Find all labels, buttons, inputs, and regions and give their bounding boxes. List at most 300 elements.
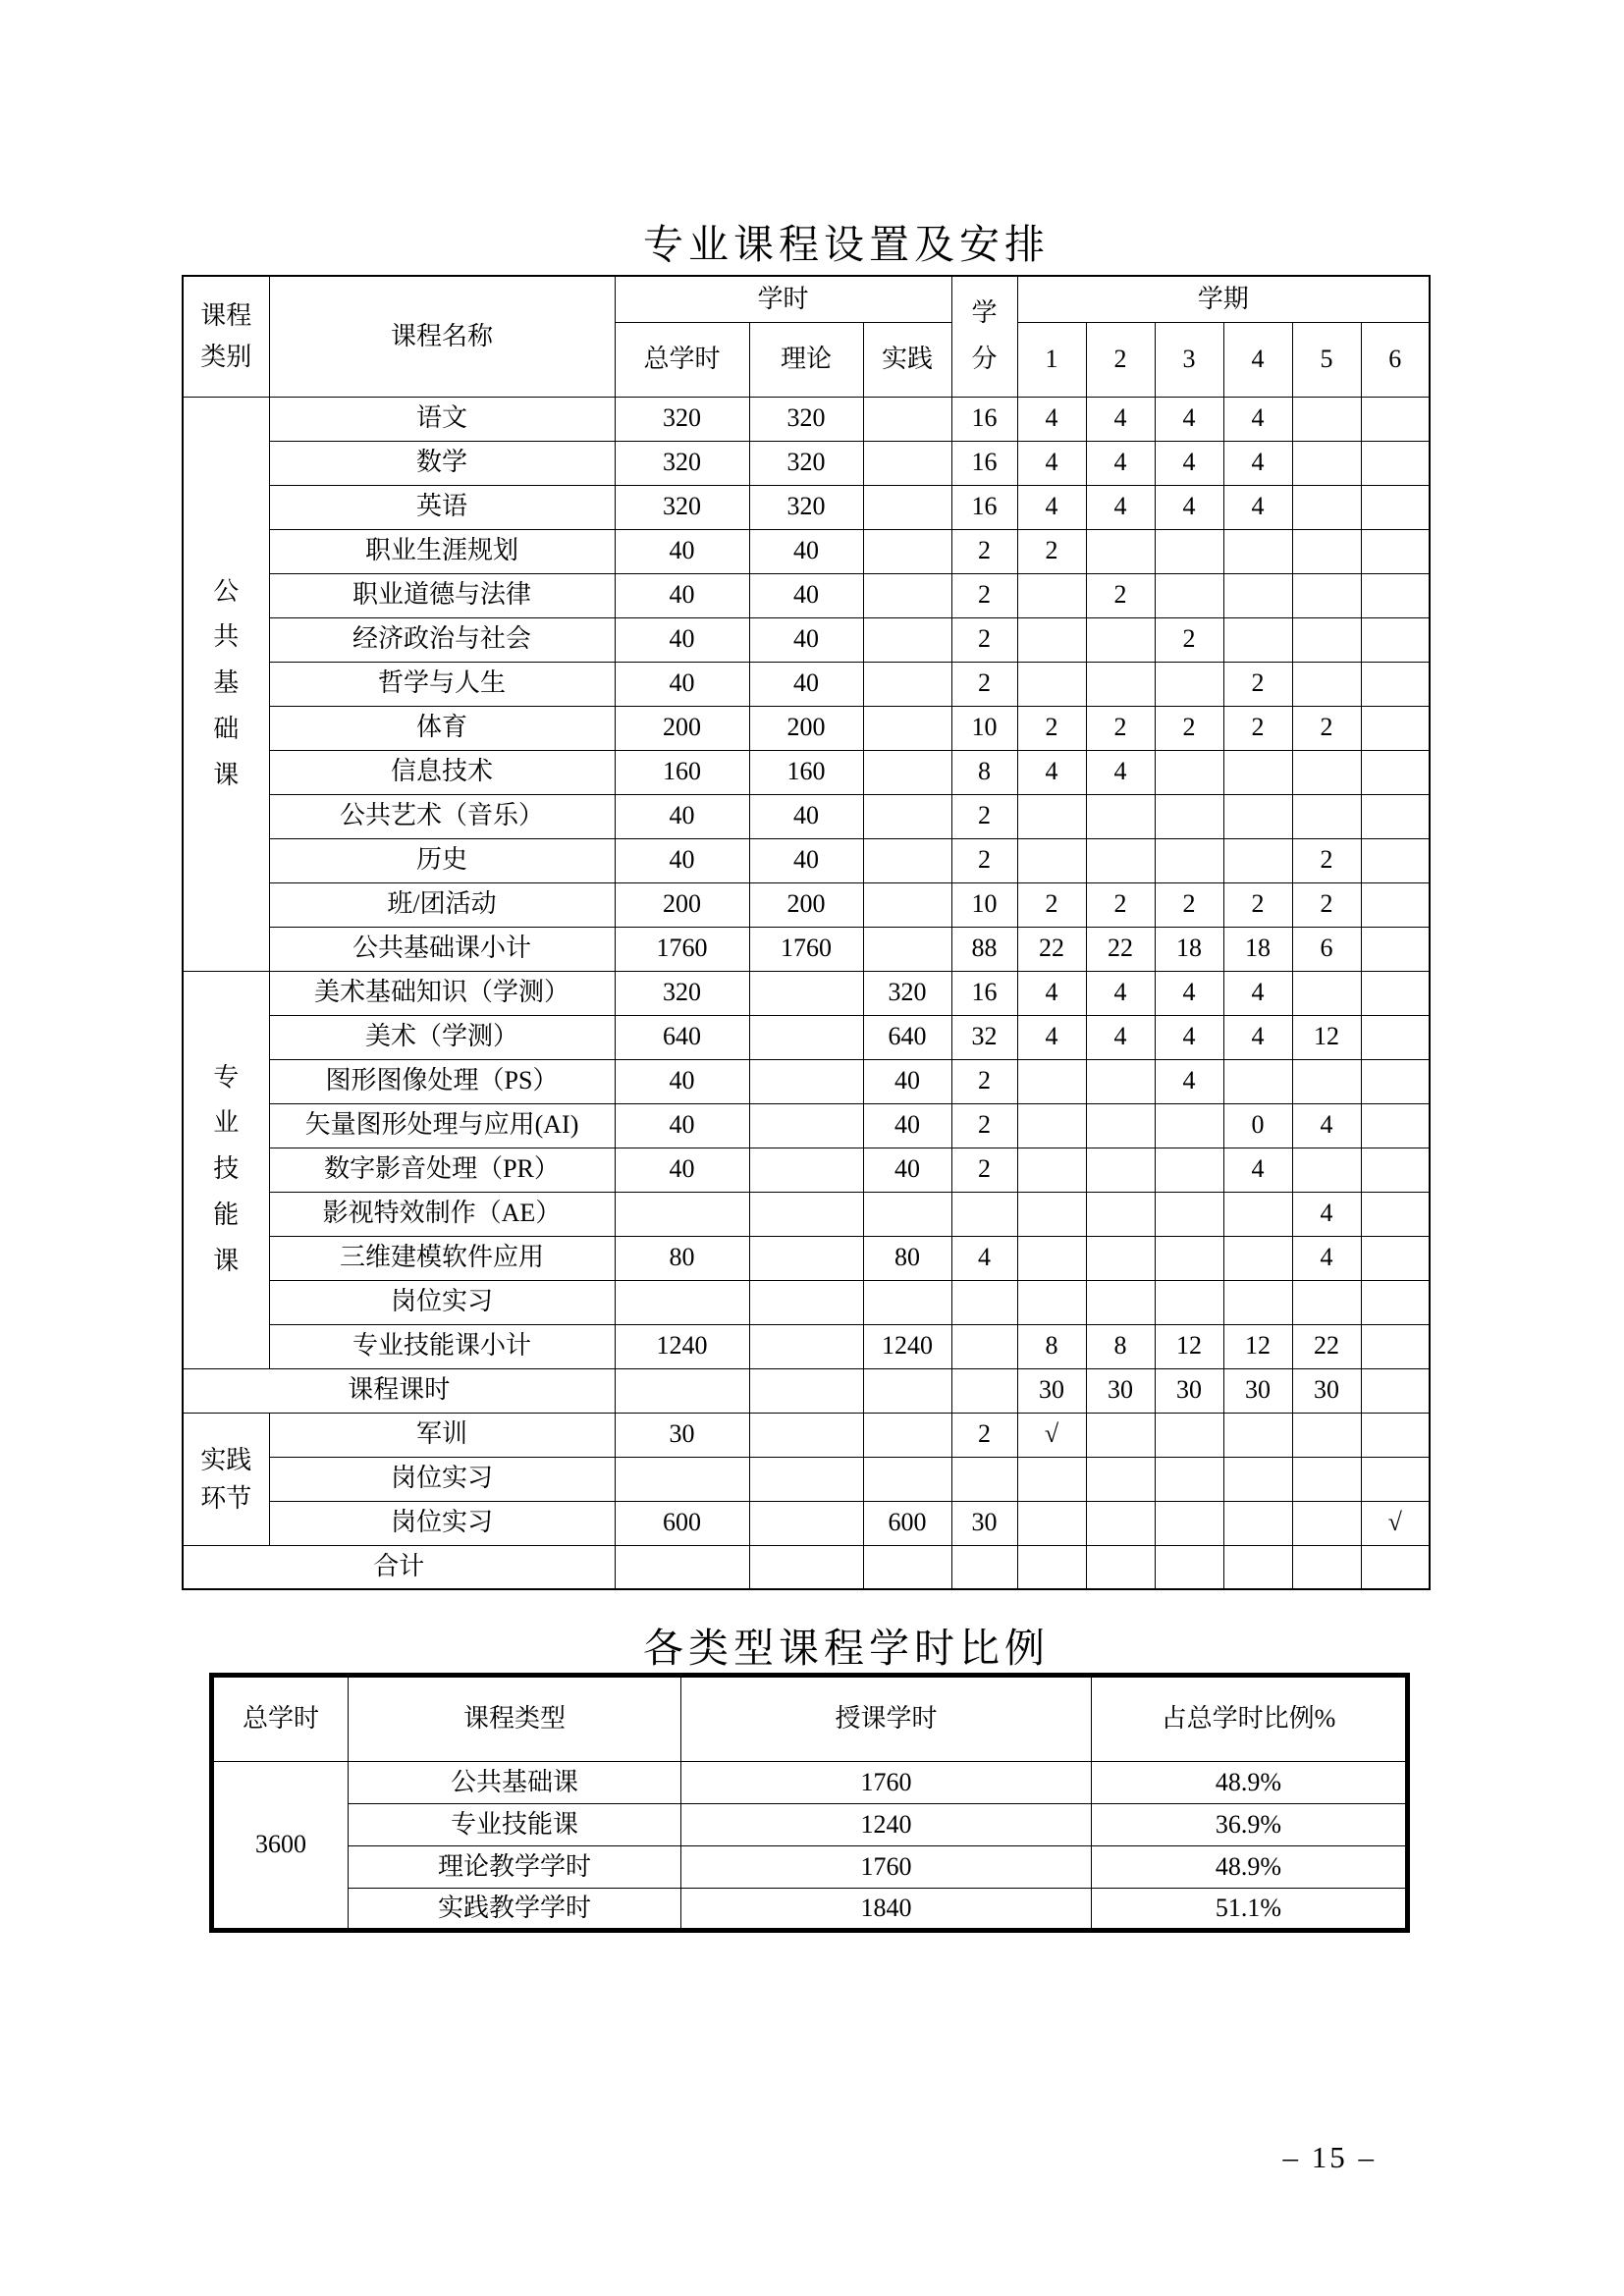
semester-5-cell bbox=[1292, 794, 1361, 838]
ratio-cell: 48.9% bbox=[1092, 1846, 1408, 1889]
semester-6-cell bbox=[1361, 1324, 1430, 1368]
semester-5-cell bbox=[1292, 1148, 1361, 1192]
semester-5-cell: 4 bbox=[1292, 1192, 1361, 1236]
credits-cell bbox=[951, 1368, 1017, 1413]
credits-cell: 32 bbox=[951, 1015, 1017, 1059]
semester-6-cell bbox=[1361, 971, 1430, 1015]
semester-2-cell bbox=[1086, 1457, 1155, 1501]
credits-cell: 2 bbox=[951, 1059, 1017, 1103]
practice-hours-cell bbox=[863, 397, 951, 441]
semester-2-cell: 4 bbox=[1086, 1015, 1155, 1059]
table-row bbox=[212, 1889, 1408, 1931]
header-practice: 实践 bbox=[863, 322, 951, 397]
semester-6-cell bbox=[1361, 485, 1430, 529]
header-semester-5: 5 bbox=[1292, 322, 1361, 397]
semester-1-cell: 22 bbox=[1017, 927, 1086, 971]
header-teaching-hours: 授课学时 bbox=[681, 1676, 1092, 1762]
semester-1-cell: 4 bbox=[1017, 750, 1086, 794]
semester-5-cell bbox=[1292, 397, 1361, 441]
semester-4-cell: 18 bbox=[1223, 927, 1292, 971]
table-row bbox=[183, 1413, 1430, 1457]
practice-hours-cell bbox=[863, 1368, 951, 1413]
semester-2-cell bbox=[1086, 1103, 1155, 1148]
header-semester-4: 4 bbox=[1223, 322, 1292, 397]
course-table-header-row-1 bbox=[183, 276, 1430, 322]
semester-3-cell bbox=[1155, 1457, 1223, 1501]
practice-hours-cell bbox=[863, 1457, 951, 1501]
semester-4-cell bbox=[1223, 529, 1292, 573]
semester-4-cell: 4 bbox=[1223, 971, 1292, 1015]
semester-4-cell bbox=[1223, 838, 1292, 882]
semester-1-cell bbox=[1017, 838, 1086, 882]
course-name-cell: 军训 bbox=[269, 1413, 615, 1457]
practice-hours-cell bbox=[863, 573, 951, 617]
semester-2-cell: 4 bbox=[1086, 750, 1155, 794]
table-row bbox=[183, 1280, 1430, 1324]
semester-3-cell: 12 bbox=[1155, 1324, 1223, 1368]
credits-cell: 16 bbox=[951, 397, 1017, 441]
total-hours-cell: 40 bbox=[615, 794, 749, 838]
header-semester-group: 学期 bbox=[1017, 276, 1430, 322]
semester-6-cell bbox=[1361, 1192, 1430, 1236]
semester-2-cell bbox=[1086, 662, 1155, 706]
semester-2-cell bbox=[1086, 1236, 1155, 1280]
semester-2-cell bbox=[1086, 1413, 1155, 1457]
credits-cell bbox=[951, 1545, 1017, 1589]
semester-3-cell bbox=[1155, 1545, 1223, 1589]
credits-cell: 16 bbox=[951, 485, 1017, 529]
theory-hours-cell: 160 bbox=[749, 750, 863, 794]
practice-hours-cell bbox=[863, 1280, 951, 1324]
semester-1-cell bbox=[1017, 617, 1086, 662]
semester-4-cell: 4 bbox=[1223, 1015, 1292, 1059]
practice-hours-cell bbox=[863, 838, 951, 882]
theory-hours-cell: 40 bbox=[749, 617, 863, 662]
semester-1-cell: 2 bbox=[1017, 706, 1086, 750]
practice-hours-cell: 40 bbox=[863, 1103, 951, 1148]
total-hours-cell: 320 bbox=[615, 441, 749, 485]
semester-2-cell: 4 bbox=[1086, 441, 1155, 485]
total-hours-cell: 320 bbox=[615, 397, 749, 441]
header-course-type: 课程类型 bbox=[349, 1676, 681, 1762]
semester-1-cell: 4 bbox=[1017, 485, 1086, 529]
semester-5-cell: 4 bbox=[1292, 1103, 1361, 1148]
semester-5-cell: 6 bbox=[1292, 927, 1361, 971]
header-semester-6: 6 bbox=[1361, 322, 1430, 397]
total-hours-value-cell: 3600 bbox=[212, 1762, 349, 1931]
semester-2-cell bbox=[1086, 1545, 1155, 1589]
semester-4-cell bbox=[1223, 1236, 1292, 1280]
theory-hours-cell bbox=[749, 1545, 863, 1589]
theory-hours-cell: 40 bbox=[749, 529, 863, 573]
header-category bbox=[183, 276, 269, 397]
table-row bbox=[212, 1846, 1408, 1889]
semester-5-cell bbox=[1292, 1545, 1361, 1589]
semester-1-cell bbox=[1017, 1148, 1086, 1192]
semester-2-cell bbox=[1086, 617, 1155, 662]
credits-cell: 30 bbox=[951, 1501, 1017, 1545]
semester-1-cell bbox=[1017, 794, 1086, 838]
semester-5-cell bbox=[1292, 485, 1361, 529]
semester-1-cell bbox=[1017, 1457, 1086, 1501]
total-hours-cell: 320 bbox=[615, 485, 749, 529]
course-table-body bbox=[183, 397, 1430, 1589]
semester-1-cell: 30 bbox=[1017, 1368, 1086, 1413]
semester-5-cell: 2 bbox=[1292, 706, 1361, 750]
table-row bbox=[183, 441, 1430, 485]
semester-1-cell bbox=[1017, 1236, 1086, 1280]
semester-4-cell bbox=[1223, 1545, 1292, 1589]
semester-2-cell: 22 bbox=[1086, 927, 1155, 971]
semester-2-cell: 4 bbox=[1086, 971, 1155, 1015]
credits-cell: 2 bbox=[951, 794, 1017, 838]
credits-cell: 2 bbox=[951, 662, 1017, 706]
table-row bbox=[183, 662, 1430, 706]
total-hours-cell: 80 bbox=[615, 1236, 749, 1280]
semester-5-cell bbox=[1292, 971, 1361, 1015]
header-total-hours: 总学时 bbox=[615, 322, 749, 397]
semester-5-cell bbox=[1292, 750, 1361, 794]
semester-1-cell bbox=[1017, 662, 1086, 706]
table-row bbox=[183, 971, 1430, 1015]
ratio-table-header-row bbox=[212, 1676, 1408, 1762]
header-total-hours: 总学时 bbox=[212, 1676, 349, 1762]
credits-cell: 2 bbox=[951, 617, 1017, 662]
credits-cell: 2 bbox=[951, 1413, 1017, 1457]
semester-4-cell bbox=[1223, 1059, 1292, 1103]
header-theory: 理论 bbox=[749, 322, 863, 397]
semester-1-cell: 2 bbox=[1017, 529, 1086, 573]
practice-hours-cell: 600 bbox=[863, 1501, 951, 1545]
theory-hours-cell bbox=[749, 1103, 863, 1148]
table-row bbox=[183, 750, 1430, 794]
course-name-cell: 公共基础课小计 bbox=[269, 927, 615, 971]
semester-4-cell: 4 bbox=[1223, 1148, 1292, 1192]
theory-hours-cell: 320 bbox=[749, 397, 863, 441]
practice-hours-cell bbox=[863, 927, 951, 971]
table-row bbox=[183, 794, 1430, 838]
theory-hours-cell bbox=[749, 1192, 863, 1236]
semester-5-cell bbox=[1292, 529, 1361, 573]
header-semester-3: 3 bbox=[1155, 322, 1223, 397]
semester-1-cell: 8 bbox=[1017, 1324, 1086, 1368]
course-name-cell: 职业生涯规划 bbox=[269, 529, 615, 573]
semester-2-cell bbox=[1086, 1501, 1155, 1545]
theory-hours-cell: 1760 bbox=[749, 927, 863, 971]
theory-hours-cell: 200 bbox=[749, 706, 863, 750]
semester-5-cell bbox=[1292, 1413, 1361, 1457]
table-row bbox=[183, 485, 1430, 529]
semester-3-cell bbox=[1155, 1413, 1223, 1457]
semester-5-cell: 2 bbox=[1292, 882, 1361, 927]
category-cell bbox=[183, 1413, 269, 1545]
practice-hours-cell bbox=[863, 750, 951, 794]
semester-1-cell: √ bbox=[1017, 1413, 1086, 1457]
semester-5-cell bbox=[1292, 1457, 1361, 1501]
course-name-cell: 历史 bbox=[269, 838, 615, 882]
credits-cell: 2 bbox=[951, 838, 1017, 882]
semester-2-cell: 2 bbox=[1086, 882, 1155, 927]
total-hours-cell: 30 bbox=[615, 1413, 749, 1457]
semester-4-cell: 12 bbox=[1223, 1324, 1292, 1368]
semester-4-cell bbox=[1223, 1501, 1292, 1545]
table-row bbox=[183, 1192, 1430, 1236]
course-name-cell: 课程课时 bbox=[183, 1368, 615, 1413]
total-hours-cell bbox=[615, 1545, 749, 1589]
table-row bbox=[183, 1545, 1430, 1589]
table-row bbox=[183, 927, 1430, 971]
credits-cell: 10 bbox=[951, 882, 1017, 927]
table-row bbox=[183, 397, 1430, 441]
course-name-cell: 经济政治与社会 bbox=[269, 617, 615, 662]
course-name-cell: 班/团活动 bbox=[269, 882, 615, 927]
semester-3-cell bbox=[1155, 662, 1223, 706]
course-name-cell: 公共艺术（音乐） bbox=[269, 794, 615, 838]
semester-2-cell bbox=[1086, 1148, 1155, 1192]
theory-hours-cell: 40 bbox=[749, 573, 863, 617]
course-name-cell: 岗位实习 bbox=[269, 1501, 615, 1545]
table-row bbox=[183, 1324, 1430, 1368]
header-credits-label: 学分 bbox=[971, 297, 998, 373]
course-name-cell: 美术基础知识（学测） bbox=[269, 971, 615, 1015]
theory-hours-cell bbox=[749, 1324, 863, 1368]
semester-1-cell bbox=[1017, 1103, 1086, 1148]
semester-1-cell bbox=[1017, 1192, 1086, 1236]
practice-hours-cell: 320 bbox=[863, 971, 951, 1015]
semester-5-cell bbox=[1292, 617, 1361, 662]
theory-hours-cell bbox=[749, 1457, 863, 1501]
semester-2-cell bbox=[1086, 1280, 1155, 1324]
course-type-cell: 专业技能课 bbox=[349, 1804, 681, 1846]
semester-3-cell bbox=[1155, 794, 1223, 838]
semester-6-cell bbox=[1361, 1148, 1430, 1192]
practice-hours-cell bbox=[863, 1413, 951, 1457]
practice-hours-cell bbox=[863, 1192, 951, 1236]
theory-hours-cell bbox=[749, 1501, 863, 1545]
semester-2-cell bbox=[1086, 838, 1155, 882]
course-name-cell: 矢量图形处理与应用(AI) bbox=[269, 1103, 615, 1148]
teaching-hours-cell: 1840 bbox=[681, 1889, 1092, 1931]
total-hours-cell: 640 bbox=[615, 1015, 749, 1059]
semester-6-cell bbox=[1361, 573, 1430, 617]
course-name-cell: 影视特效制作（AE） bbox=[269, 1192, 615, 1236]
semester-3-cell bbox=[1155, 1280, 1223, 1324]
theory-hours-cell bbox=[749, 1368, 863, 1413]
semester-3-cell: 4 bbox=[1155, 1059, 1223, 1103]
theory-hours-cell: 200 bbox=[749, 882, 863, 927]
credits-cell bbox=[951, 1280, 1017, 1324]
course-name-cell: 数字影音处理（PR） bbox=[269, 1148, 615, 1192]
practice-hours-cell: 1240 bbox=[863, 1324, 951, 1368]
category-cell bbox=[183, 397, 269, 971]
semester-6-cell bbox=[1361, 397, 1430, 441]
theory-hours-cell: 320 bbox=[749, 485, 863, 529]
table-row bbox=[183, 1236, 1430, 1280]
course-name-cell: 语文 bbox=[269, 397, 615, 441]
header-credits bbox=[951, 276, 1017, 397]
semester-2-cell: 8 bbox=[1086, 1324, 1155, 1368]
practice-hours-cell bbox=[863, 662, 951, 706]
semester-6-cell bbox=[1361, 1545, 1430, 1589]
semester-6-cell bbox=[1361, 750, 1430, 794]
semester-6-cell bbox=[1361, 1368, 1430, 1413]
header-ratio: 占总学时比例% bbox=[1092, 1676, 1408, 1762]
header-semester-2: 2 bbox=[1086, 322, 1155, 397]
semester-2-cell: 4 bbox=[1086, 485, 1155, 529]
course-name-cell: 岗位实习 bbox=[269, 1280, 615, 1324]
table-row bbox=[183, 617, 1430, 662]
total-hours-cell bbox=[615, 1192, 749, 1236]
semester-6-cell bbox=[1361, 1280, 1430, 1324]
semester-6-cell bbox=[1361, 927, 1430, 971]
semester-3-cell: 2 bbox=[1155, 882, 1223, 927]
course-name-cell: 图形图像处理（PS） bbox=[269, 1059, 615, 1103]
practice-hours-cell: 40 bbox=[863, 1148, 951, 1192]
semester-4-cell: 2 bbox=[1223, 706, 1292, 750]
semester-3-cell: 30 bbox=[1155, 1368, 1223, 1413]
semester-6-cell bbox=[1361, 1015, 1430, 1059]
course-table-title: 专业课程设置及安排 bbox=[643, 222, 1050, 267]
table-row bbox=[183, 529, 1430, 573]
credits-cell bbox=[951, 1192, 1017, 1236]
total-hours-cell bbox=[615, 1280, 749, 1324]
semester-5-cell bbox=[1292, 573, 1361, 617]
theory-hours-cell: 40 bbox=[749, 794, 863, 838]
total-hours-cell bbox=[615, 1457, 749, 1501]
semester-2-cell: 2 bbox=[1086, 706, 1155, 750]
semester-6-cell bbox=[1361, 794, 1430, 838]
table-row bbox=[212, 1804, 1408, 1846]
course-type-cell: 理论教学学时 bbox=[349, 1846, 681, 1889]
total-hours-cell: 40 bbox=[615, 529, 749, 573]
semester-3-cell bbox=[1155, 1236, 1223, 1280]
semester-6-cell bbox=[1361, 1413, 1430, 1457]
semester-3-cell: 18 bbox=[1155, 927, 1223, 971]
semester-4-cell bbox=[1223, 1192, 1292, 1236]
course-name-cell: 岗位实习 bbox=[269, 1457, 615, 1501]
semester-4-cell: 2 bbox=[1223, 662, 1292, 706]
credits-cell: 2 bbox=[951, 1103, 1017, 1148]
semester-1-cell: 4 bbox=[1017, 397, 1086, 441]
header-semester-1: 1 bbox=[1017, 322, 1086, 397]
semester-5-cell bbox=[1292, 662, 1361, 706]
header-hours-group: 学时 bbox=[615, 276, 951, 322]
semester-2-cell: 2 bbox=[1086, 573, 1155, 617]
ratio-cell: 51.1% bbox=[1092, 1889, 1408, 1931]
total-hours-cell: 40 bbox=[615, 1059, 749, 1103]
category-label: 公共基础课 bbox=[213, 576, 240, 789]
semester-1-cell: 4 bbox=[1017, 441, 1086, 485]
semester-2-cell bbox=[1086, 794, 1155, 838]
table-row bbox=[183, 706, 1430, 750]
semester-3-cell bbox=[1155, 529, 1223, 573]
semester-1-cell: 4 bbox=[1017, 1015, 1086, 1059]
semester-3-cell bbox=[1155, 1192, 1223, 1236]
credits-cell: 2 bbox=[951, 529, 1017, 573]
practice-hours-cell: 40 bbox=[863, 1059, 951, 1103]
practice-hours-cell bbox=[863, 706, 951, 750]
semester-5-cell bbox=[1292, 1501, 1361, 1545]
practice-hours-cell bbox=[863, 1545, 951, 1589]
table-row bbox=[183, 1059, 1430, 1103]
total-hours-cell: 40 bbox=[615, 662, 749, 706]
table-row bbox=[183, 1457, 1430, 1501]
practice-hours-cell: 640 bbox=[863, 1015, 951, 1059]
total-hours-cell: 600 bbox=[615, 1501, 749, 1545]
total-hours-cell: 320 bbox=[615, 971, 749, 1015]
semester-1-cell bbox=[1017, 1059, 1086, 1103]
ratio-cell: 48.9% bbox=[1092, 1762, 1408, 1804]
practice-hours-cell bbox=[863, 882, 951, 927]
semester-5-cell: 30 bbox=[1292, 1368, 1361, 1413]
total-hours-cell: 1240 bbox=[615, 1324, 749, 1368]
credits-cell: 8 bbox=[951, 750, 1017, 794]
semester-3-cell: 4 bbox=[1155, 441, 1223, 485]
total-hours-cell: 40 bbox=[615, 617, 749, 662]
course-name-cell: 专业技能课小计 bbox=[269, 1324, 615, 1368]
category-cell bbox=[183, 971, 269, 1368]
course-type-cell: 公共基础课 bbox=[349, 1762, 681, 1804]
semester-2-cell: 30 bbox=[1086, 1368, 1155, 1413]
semester-4-cell bbox=[1223, 1280, 1292, 1324]
header-course-name: 课程名称 bbox=[269, 276, 615, 397]
category-label: 实践环节 bbox=[200, 1445, 252, 1513]
credits-cell: 88 bbox=[951, 927, 1017, 971]
semester-1-cell: 4 bbox=[1017, 971, 1086, 1015]
total-hours-cell: 1760 bbox=[615, 927, 749, 971]
practice-hours-cell bbox=[863, 617, 951, 662]
semester-6-cell bbox=[1361, 529, 1430, 573]
semester-6-cell bbox=[1361, 1236, 1430, 1280]
table-row bbox=[183, 882, 1430, 927]
semester-6-cell bbox=[1361, 1457, 1430, 1501]
semester-1-cell bbox=[1017, 1501, 1086, 1545]
total-hours-cell: 40 bbox=[615, 838, 749, 882]
semester-3-cell bbox=[1155, 1103, 1223, 1148]
semester-4-cell: 30 bbox=[1223, 1368, 1292, 1413]
semester-5-cell: 12 bbox=[1292, 1015, 1361, 1059]
course-name-cell: 合计 bbox=[183, 1545, 615, 1589]
semester-6-cell bbox=[1361, 838, 1430, 882]
semester-5-cell: 2 bbox=[1292, 838, 1361, 882]
semester-1-cell bbox=[1017, 573, 1086, 617]
table-row bbox=[183, 1148, 1430, 1192]
semester-6-cell bbox=[1361, 706, 1430, 750]
semester-3-cell bbox=[1155, 1501, 1223, 1545]
ratio-table-title: 各类型课程学时比例 bbox=[643, 1626, 1050, 1671]
semester-4-cell: 0 bbox=[1223, 1103, 1292, 1148]
semester-4-cell bbox=[1223, 1413, 1292, 1457]
semester-6-cell bbox=[1361, 882, 1430, 927]
semester-4-cell bbox=[1223, 617, 1292, 662]
semester-5-cell bbox=[1292, 1280, 1361, 1324]
credits-cell: 16 bbox=[951, 441, 1017, 485]
course-name-cell: 数学 bbox=[269, 441, 615, 485]
theory-hours-cell: 40 bbox=[749, 838, 863, 882]
hours-ratio-table bbox=[209, 1673, 1410, 1933]
category-label: 专业技能课 bbox=[213, 1062, 240, 1275]
semester-4-cell bbox=[1223, 750, 1292, 794]
course-schedule-table bbox=[182, 275, 1431, 1590]
semester-3-cell: 4 bbox=[1155, 971, 1223, 1015]
header-category-label: 课程类别 bbox=[200, 301, 252, 371]
semester-5-cell bbox=[1292, 1059, 1361, 1103]
semester-2-cell bbox=[1086, 529, 1155, 573]
semester-4-cell bbox=[1223, 573, 1292, 617]
total-hours-cell bbox=[615, 1368, 749, 1413]
semester-6-cell bbox=[1361, 1103, 1430, 1148]
teaching-hours-cell: 1760 bbox=[681, 1762, 1092, 1804]
